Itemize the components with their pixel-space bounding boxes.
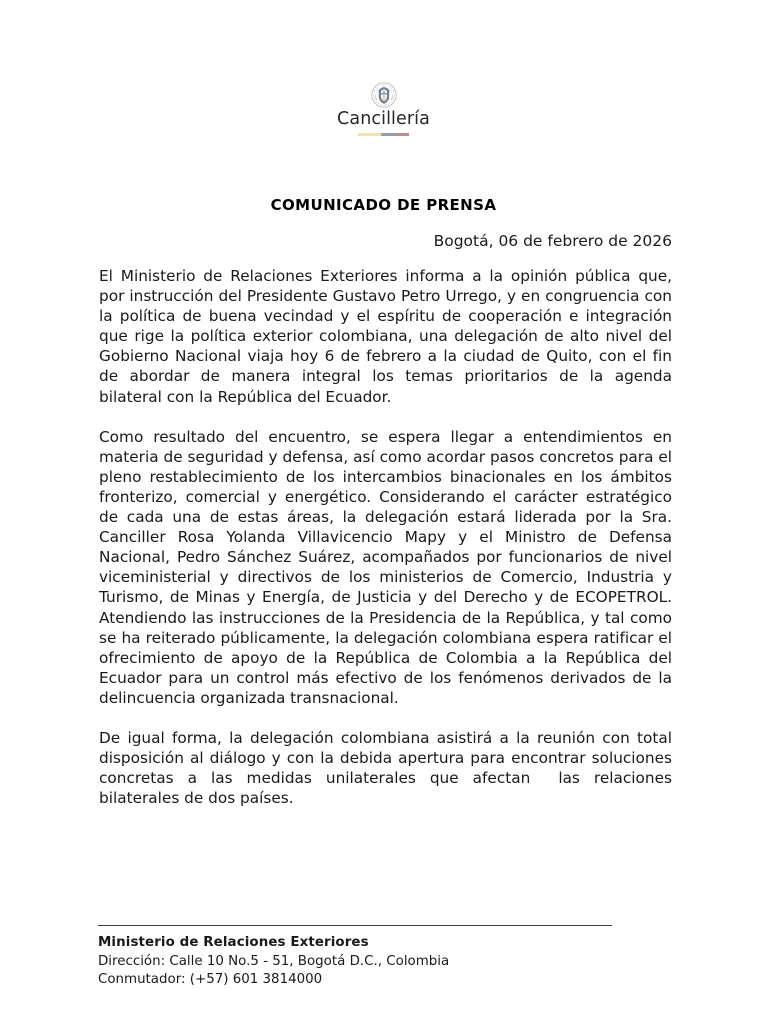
- body-paragraph: De igual forma, la delegación colombiana asistirá a la reunión con total disposición al diálogo y con la debida apertura para encontrar soluciones concretas a las medidas unilaterales que afectan las relaciones bilaterales de dos países.: [99, 728, 677, 808]
- page-title: COMUNICADO DE PRENSA: [270, 196, 497, 214]
- cancilleria-wordmark: Cancillería: [337, 109, 430, 129]
- body-paragraph: El Ministerio de Relaciones Exteriores informa a la opinión pública que, por instrucción del Presidente Gustavo Petro Urrego, y en congruencia con la política de buena vecindad y el espíritu de cooperación e integración que rige la política exterior colombiana, una delegación de alto nivel del Gobierno Nacional viaja hoy 6 de febrero a la ciudad de Quito, con el fin de abordar de manera integral los temas prioritarios de la agenda bilateral con la República del Ecuador.: [99, 267, 677, 406]
- footer-switchboard: Conmutador: (+57) 601 3814000: [98, 972, 323, 987]
- body-paragraph: Como resultado del encuentro, se espera llegar a entendimientos en materia de seguridad y defensa, así como acordar pasos concretos para el pleno restablecimiento de los intercambios binacionales en los ámbitos fronterizo, comercial y energético. Considerando el carácter estratégico de cada una de estas áreas, la delegación estará liderada por la Sra. Canciller Rosa Yolanda Villavicencio Mapy y el Ministro de Defensa Nacional, Pedro Sánchez Suárez, acompañados por funcionarios de nivel viceministerial y directivos de los ministerios de Comercio, Industria y Turismo, de Minas y Energía, de Justicia y del Derecho y de ECOPETROL. Atendiendo las instrucciones de la Presidencia de la República, y tal como se ha reiterado públicamente, la delegación colombiana espera ratificar el ofrecimiento de apoyo de la República de Colombia a la República del Ecuador para un control más efectivo de los fenómenos derivados de la delincuencia organizada transnacional.: [99, 427, 677, 707]
- colombian-flag-bar: [358, 133, 410, 136]
- footer-entity: Ministerio de Relaciones Exteriores: [98, 935, 369, 950]
- document-date: Bogotá, 06 de febrero de 2026: [433, 232, 672, 250]
- letterhead: [0, 82, 767, 136]
- colombia-coat-of-arms-icon: [371, 82, 397, 108]
- footer-address: Dirección: Calle 10 No.5 - 51, Bogotá D.C., Colombia: [98, 953, 450, 969]
- document-footer: [98, 925, 673, 990]
- footer-divider: [98, 925, 612, 926]
- document-body: [99, 266, 677, 808]
